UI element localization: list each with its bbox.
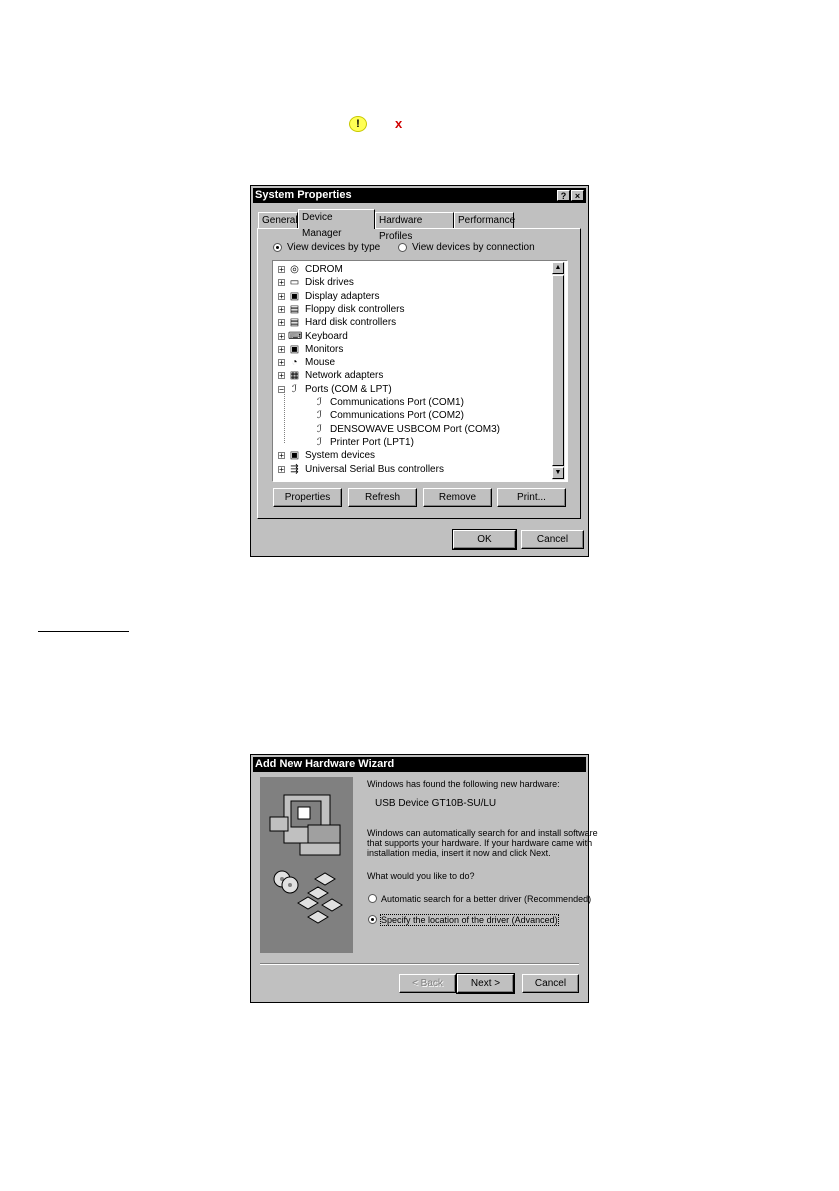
help-button[interactable]: ?: [557, 190, 570, 201]
remove-button[interactable]: Remove: [423, 488, 492, 507]
device-tree[interactable]: [272, 260, 568, 482]
radio-view-by-type-label: View devices by type: [287, 242, 381, 253]
network-adapter-icon: ▦: [289, 370, 300, 382]
tree-item-label: DENSOWAVE USBCOM Port (COM3): [330, 423, 501, 435]
keyboard-icon: ⌨: [288, 330, 303, 342]
tree-category-item[interactable]: [278, 369, 383, 382]
collapse-minus-icon[interactable]: −: [279, 384, 284, 394]
close-button[interactable]: ×: [571, 190, 584, 201]
system-device-icon: ▣: [289, 450, 300, 462]
tree-category-item[interactable]: [278, 463, 444, 476]
tree-child-item[interactable]: [313, 409, 464, 422]
properties-button[interactable]: Properties: [273, 488, 342, 507]
port-icon: ℐ: [317, 410, 322, 422]
radio-view-by-type[interactable]: [273, 243, 282, 252]
tree-item-label: Hard disk controllers: [305, 317, 397, 329]
tree-item-label: Display adapters: [305, 290, 380, 302]
back-button[interactable]: < Back: [399, 974, 456, 993]
monitor-icon: ▣: [289, 343, 300, 355]
radio-view-by-connection[interactable]: [398, 243, 407, 252]
wizard-search-text-1: Windows can automatically search for and install software: [367, 828, 598, 838]
wizard-search-text-3: installation media, insert it now and click Next.: [367, 848, 551, 858]
floppy-controller-icon: ▤: [289, 303, 300, 315]
tree-item-label: Keyboard: [305, 330, 348, 342]
tab-hardware-profiles[interactable]: Hardware Profiles: [375, 212, 454, 228]
tree-child-item[interactable]: [313, 423, 500, 436]
tree-item-label: Disk drives: [305, 277, 354, 289]
underline-mark: [38, 631, 129, 632]
floppy-disk-icon: [298, 873, 342, 923]
window-title: System Properties: [255, 189, 352, 201]
scroll-up-arrow-icon[interactable]: ▲: [552, 262, 564, 274]
wizard-question: What would you like to do?: [367, 871, 475, 881]
cancel-button[interactable]: Cancel: [521, 530, 584, 549]
wizard-illustration: [260, 777, 353, 953]
tree-item-label: Network adapters: [305, 370, 384, 382]
warning-icon: !: [349, 116, 367, 132]
tree-item-label: Universal Serial Bus controllers: [305, 463, 444, 475]
expand-plus-icon[interactable]: +: [279, 358, 284, 368]
tab-device-manager[interactable]: Device Manager: [298, 209, 375, 229]
tree-category-item[interactable]: [278, 263, 343, 276]
radio-view-by-connection-label: View devices by connection: [412, 242, 535, 253]
expand-plus-icon[interactable]: +: [279, 344, 284, 354]
tree-item-label: Monitors: [305, 343, 344, 355]
computer-icon: [270, 795, 340, 855]
tree-category-item[interactable]: [278, 290, 379, 303]
tree-category-item[interactable]: [278, 449, 375, 462]
tree-child-item[interactable]: [313, 436, 414, 449]
tree-child-item[interactable]: [313, 396, 464, 409]
port-icon: ℐ: [317, 436, 322, 448]
usb-icon: ⇶: [290, 463, 299, 475]
expand-plus-icon[interactable]: +: [279, 278, 284, 288]
tree-item-label: Communications Port (COM2): [330, 410, 464, 422]
expand-plus-icon[interactable]: +: [279, 371, 284, 381]
tree-connector: [284, 391, 285, 443]
tree-item-label: Communications Port (COM1): [330, 397, 464, 408]
tree-item-label: Mouse: [305, 357, 336, 369]
expand-plus-icon[interactable]: +: [279, 291, 284, 301]
tree-category-item[interactable]: [278, 356, 335, 369]
wizard-titlebar: [253, 757, 586, 772]
tree-category-item[interactable]: [278, 330, 348, 343]
port-icon: ℐ: [317, 423, 322, 435]
tree-item-label: Ports (COM & LPT): [305, 383, 392, 395]
system-properties-titlebar: [253, 188, 586, 203]
expand-plus-icon[interactable]: +: [279, 304, 284, 314]
expand-plus-icon[interactable]: +: [279, 331, 284, 341]
tree-category-item[interactable]: [278, 303, 404, 316]
tree-item-label: Printer Port (LPT1): [330, 436, 414, 448]
wizard-search-text-2: that supports your hardware. If your hardware came with: [367, 838, 593, 848]
print-button[interactable]: Print...: [497, 488, 566, 507]
display-adapter-icon: ▣: [289, 290, 300, 302]
ok-button[interactable]: OK: [453, 530, 516, 549]
tree-item-label: Floppy disk controllers: [305, 303, 405, 315]
tree-item-label: System devices: [305, 450, 376, 462]
radio-specify-location[interactable]: [368, 915, 377, 924]
expand-plus-icon[interactable]: +: [279, 451, 284, 461]
cd-disc-icon: [274, 871, 298, 893]
wizard-title: Add New Hardware Wizard: [255, 758, 395, 770]
disk-drive-icon: ▭: [289, 277, 300, 289]
tree-category-item[interactable]: [278, 276, 354, 289]
device-tree-scrollbar[interactable]: [552, 262, 565, 480]
hard-disk-controller-icon: ▤: [289, 317, 300, 329]
wizard-device-name: USB Device GT10B-SU/LU: [375, 798, 497, 809]
tab-general[interactable]: General: [258, 212, 298, 228]
expand-plus-icon[interactable]: +: [279, 464, 284, 474]
radio-automatic-search-label: Automatic search for a better driver (Recommended): [381, 894, 592, 904]
wizard-cancel-button[interactable]: Cancel: [522, 974, 579, 993]
expand-plus-icon[interactable]: +: [279, 318, 284, 328]
error-x-icon: x: [395, 116, 403, 131]
scroll-down-arrow-icon[interactable]: ▼: [552, 467, 564, 479]
refresh-button[interactable]: Refresh: [348, 488, 417, 507]
mouse-icon: ◔: [291, 357, 298, 369]
tree-category-item[interactable]: [278, 383, 392, 396]
wizard-separator: [260, 963, 579, 965]
tab-performance[interactable]: Performance: [454, 212, 514, 228]
scroll-thumb[interactable]: [552, 275, 564, 466]
next-button[interactable]: Next >: [457, 974, 514, 993]
port-icon: ℐ: [317, 397, 322, 408]
tree-category-item[interactable]: [278, 343, 343, 356]
port-icon: ℐ: [292, 383, 297, 395]
cdrom-icon: ◎: [290, 264, 299, 275]
expand-plus-icon[interactable]: +: [279, 265, 284, 274]
radio-automatic-search[interactable]: [368, 894, 377, 903]
radio-specify-location-label: Specify the location of the driver (Advanced): [381, 915, 558, 925]
wizard-found-text: Windows has found the following new hardware:: [367, 779, 560, 789]
tree-category-item[interactable]: [278, 316, 396, 329]
tree-item-label: CDROM: [305, 264, 343, 275]
